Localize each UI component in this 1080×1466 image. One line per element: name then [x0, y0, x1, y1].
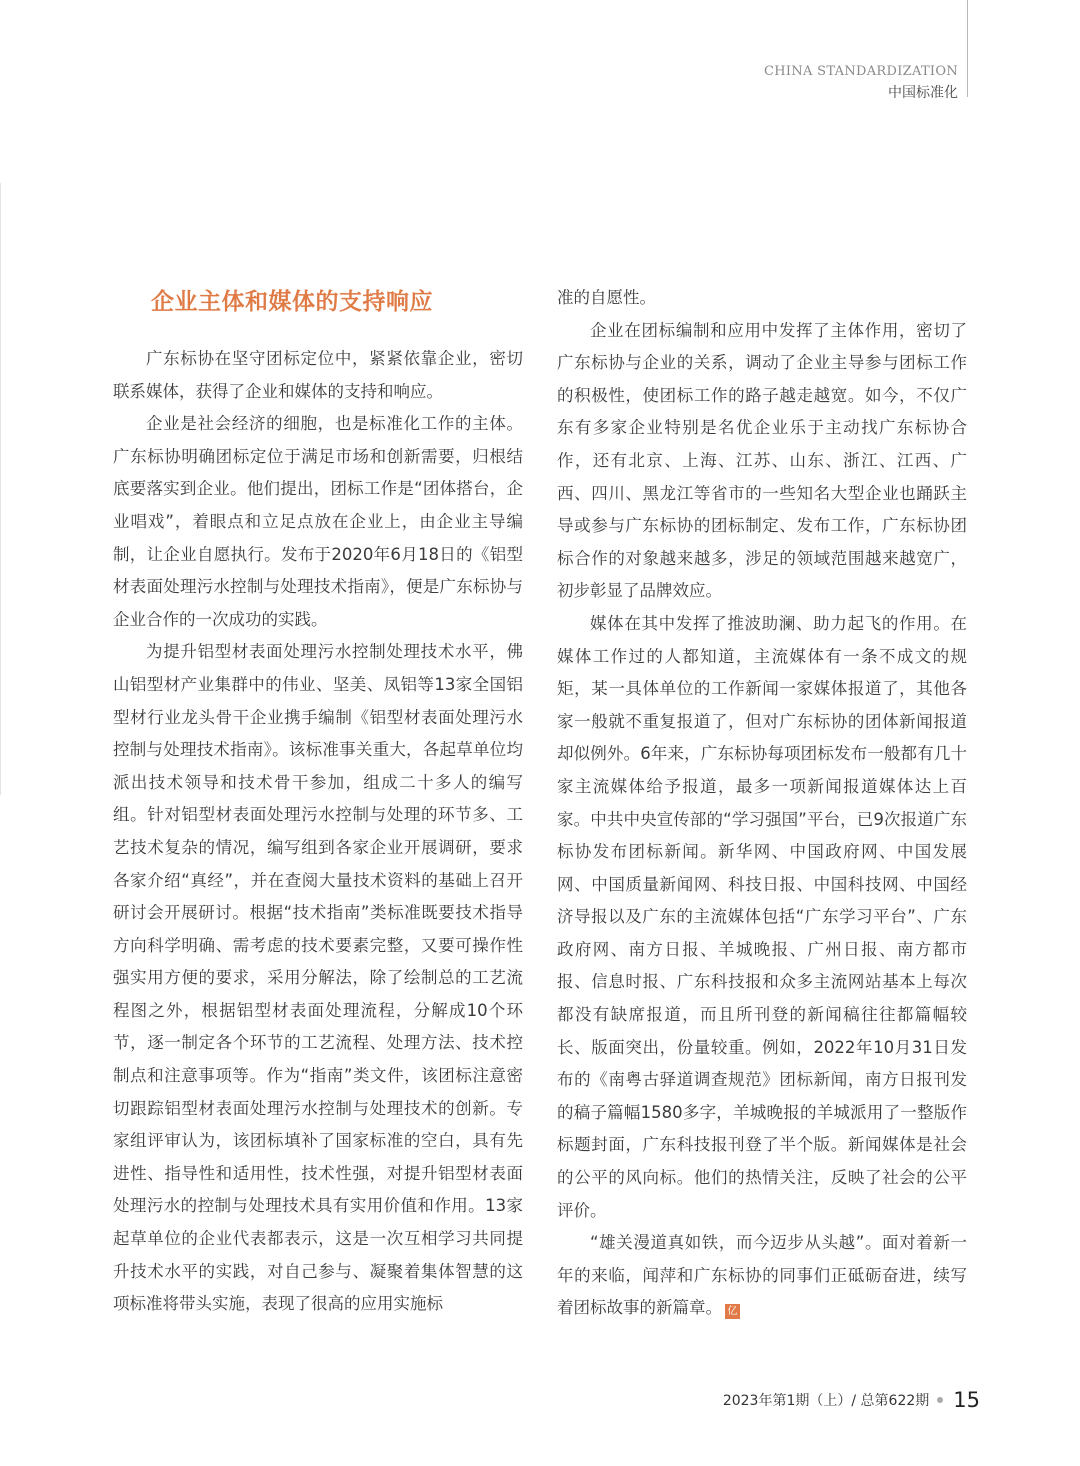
page-footer [723, 1388, 980, 1412]
end-mark-icon: 亿 [725, 1304, 740, 1319]
magazine-name-cn: 中国标准化 [888, 85, 958, 101]
right-column [557, 282, 967, 1325]
paragraph: 企业在团标编制和应用中发挥了主体作用，密切了广东标协与企业的关系，调动了企业主导参与团标工作的积极性，使团标工作的路子越走越宽。如今，不仅广东有多家企业特别是名优企业乐于主动找广东标协合作，还有北京、上海、江苏、山东、浙江、江西、广西、四川、黑龙江等省市的一些知名大型企业也踊跃主导或参与广东标协的团标制定、发布工作，广东标协团标合作的对象越来越多，涉足的领域范围越来越宽广，初步彰显了品牌效应。 [557, 320, 967, 601]
left-margin-rule [0, 183, 1, 795]
page-number: 15 [953, 1388, 980, 1412]
paragraph: 媒体在其中发挥了推波助澜、助力起飞的作用。在媒体工作过的人都知道，主流媒体有一条不成文的规矩，某一具体单位的工作新闻一家媒体报道了，其他各家一般就不重复报道了，但对广东标协的团体新闻报道却似例外。6年来，广东标协每项团标发布一般都有几十家主流媒体给予报道，最多一项新闻报道媒体达上百家。中共中央宣传部的“学习强国”平台，已9次报道广东标协发布团标新闻。新华网、中国政府网、中国发展网、中国质量新闻网、科技日报、中国科技网、中国经济导报以及广东的主流媒体包括“广东学习平台”、广东政府网、南方日报、羊城晚报、广州日报、南方都市报、信息时报、广东科技报和众多主流网站基本上每次都没有缺席报道，而且所刊登的新闻稿往往都篇幅较长、版面突出，份量较重。例如，2022年10月31日发布的《南粤古驿道调查规范》团标新闻，南方日报刊发的稿子篇幅1580多字，羊城晚报的羊城派用了一整版作标题封面，广东科技报刊登了半个版。新闻媒体是社会的公平的风向标。他们的热情关注，反映了社会的公平评价。 [557, 613, 967, 1220]
paragraph: 为提升铝型材表面处理污水控制处理技术水平，佛山铝型材产业集群中的伟业、坚美、凤铝等13家全国铝型材行业龙头骨干企业携手编制《铝型材表面处理污水控制与处理技术指南》。该标准事关重大，各起草单位均派出技术领导和技术骨干参加，组成二十多人的编写组。针对铝型材表面处理污水控制与处理的环节多、工艺技术复杂的情况，编写组到各家企业开展调研，要求各家介绍“真经”，并在查阅大量技术资料的基础上召开研讨会开展研讨。根据“技术指南”类标准既要技术指导方向科学明确、需考虑的技术要素完整，又要可操作性强实用方便的要求，采用分解法，除了绘制总的工艺流程图之外，根据铝型材表面处理流程，分解成10个环节，逐一制定各个环节的工艺流程、处理方法、技术控制点和注意事项等。作为“指南”类文件，该团标注意密切跟踪铝型材表面处理污水控制与处理技术的创新。专家组评审认为，该团标填补了国家标准的空白，具有先进性、指导性和适用性，技术性强，对提升铝型材表面处理污水的控制与处理技术具有实用价值和作用。13家起草单位的企业代表都表示，这是一次互相学习共同提升技术水平的实践，对自己参与、凝聚着集体智慧的这项标准将带头实施，表现了很高的应用实施标 [113, 642, 523, 1314]
magazine-name-en: CHINA STANDARDIZATION [764, 64, 958, 79]
paragraph: 企业是社会经济的细胞，也是标准化工作的主体。广东标协明确团标定位于满足市场和创新需要，归根结底要落实到企业。他们提出，团标工作是“团体搭台，企业唱戏”，着眼点和立足点放在企业上，由企业主导编制，让企业自愿执行。发布于2020年6月18日的《铝型材表面处理污水控制与处理技术指南》，便是广东标协与企业合作的一次成功的实践。 [113, 414, 523, 629]
header-divider-line [967, 0, 968, 97]
separator-dot-icon [937, 1397, 943, 1403]
final-paragraph-text: “雄关漫道真如铁，而今迈步从头越”。面对着新一年的来临，闻萍和广东标协的同事们正砥砺奋进，续写着团标故事的新篇章。 [557, 1233, 967, 1318]
issue-info: 2023年第1期（上）/ 总第622期 [722, 1393, 930, 1409]
section-title: 企业主体和媒体的支持响应 [151, 289, 433, 315]
paragraph: 广东标协在坚守团标定位中，紧紧依靠企业，密切联系媒体，获得了企业和媒体的支持和响应。 [113, 349, 523, 401]
paragraph-final [557, 1227, 967, 1325]
paragraph-continued: 准的自愿性。 [557, 288, 656, 307]
left-column [113, 282, 523, 1321]
